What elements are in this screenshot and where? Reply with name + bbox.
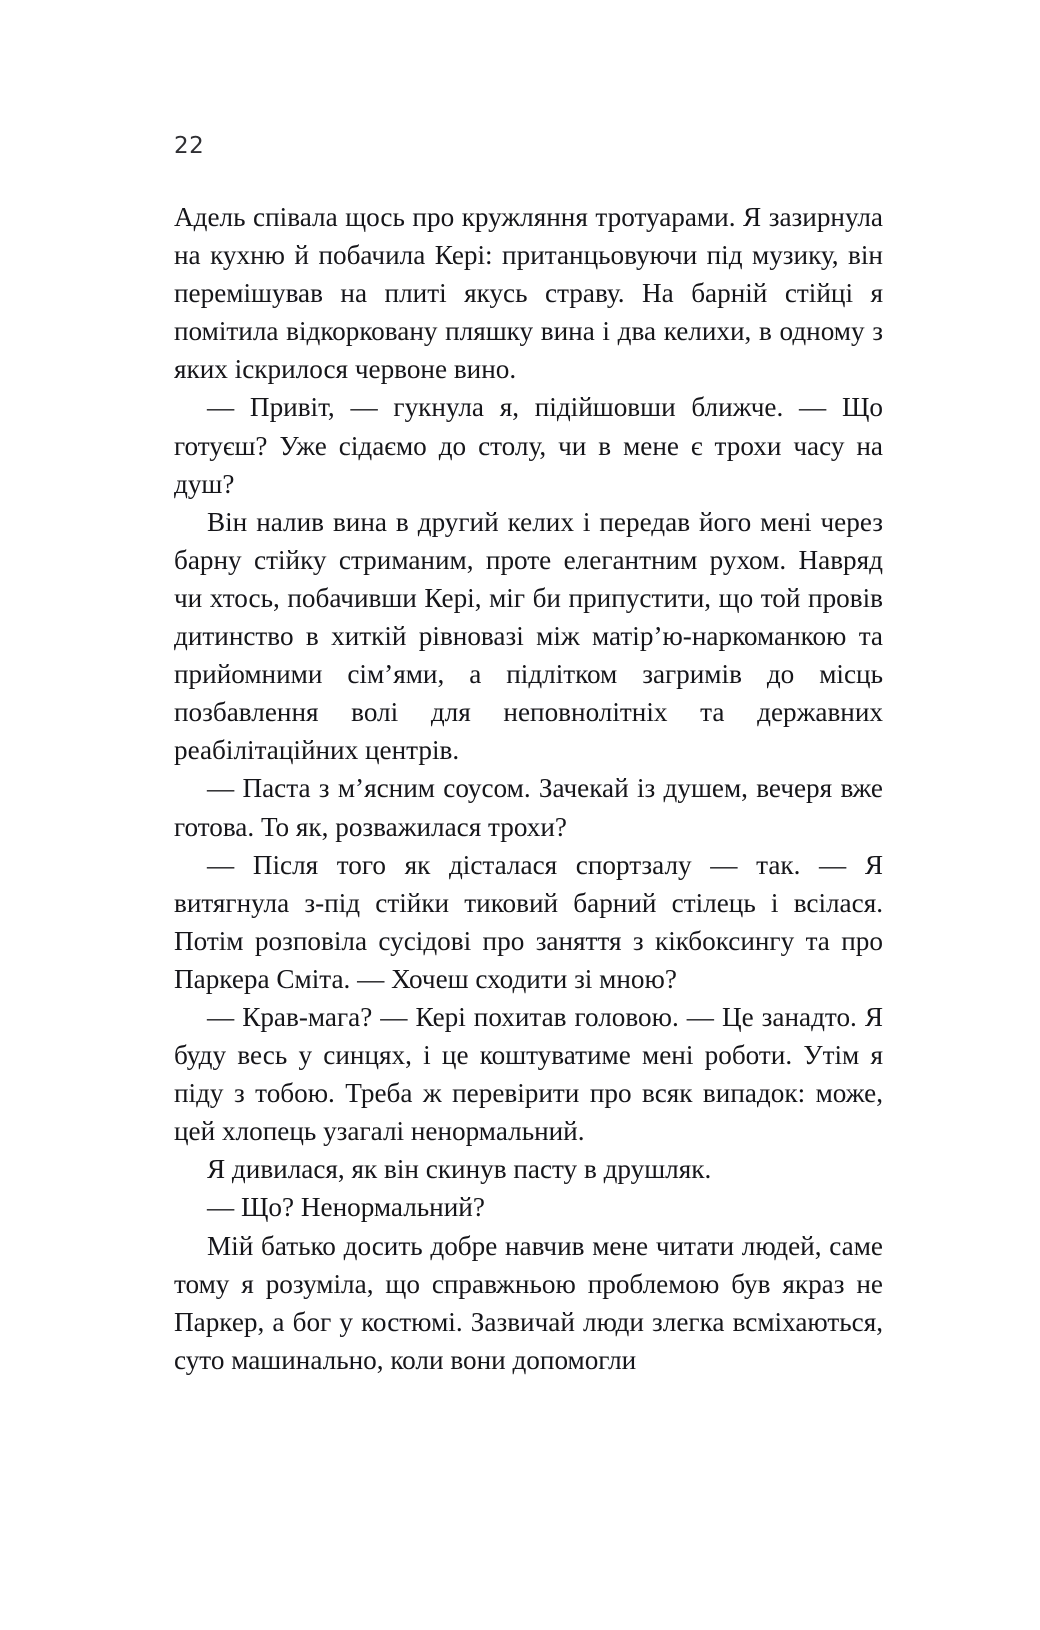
body-text-block [174,198,883,1379]
paragraph-dialogue: — Привіт, — гукнула я, підійшовши ближче. — Що готуєш? Уже сідаємо до столу, чи в мене є трохи часу на душ? [174,392,883,499]
paragraph: Адель співала щось про кружляння тротуарами. Я зазирнула на кухню й побачила Кері: пританцьовуючи під музику, він перемішував на плиті якусь страву. На барній стійці я помітила відкорковану пляшку вина і два келихи, в одному з яких іскрилося червоне вино. [174,202,883,385]
paragraph-dialogue: — Після того як дісталася спортзалу — так. — Я витягнула з-під стійки тиковий барний стілець і всілася. Потім розповіла сусідові про заняття з кікбоксингу та про Паркера Сміта. — Хочеш сходити зі мною? [174,849,883,994]
paragraph: Я дивилася, як він скинув пасту в друшляк. [207,1154,712,1185]
page-number: 22 [174,133,205,159]
paragraph: Мій батько досить добре навчив мене читати людей, саме тому я розуміла, що справжньою проблемою був якраз не Паркер, а бог у костюмі. Зазвичай люди злегка всміхаються, суто машинально, коли вони допомогли [174,1230,883,1375]
paragraph-dialogue: — Що? Ненормальний? [207,1192,485,1223]
paragraph-dialogue: — Паста з м’ясним соусом. Зачекай із душем, вечеря вже готова. То як, розважилася трохи? [174,773,883,842]
paragraph-dialogue: — Крав-мага? — Кері похитав головою. — Це занадто. Я буду весь у синцях, і це коштуватиме мені роботи. Утім я піду з тобою. Треба ж перевірити про всяк випадок: може, цей хлопець узагалі ненормальний. [174,1001,883,1147]
paragraph: Він налив вина в другий келих і передав його мені через барну стійку стриманим, проте елегантним рухом. Навряд чи хтось, побачивши Кері, міг би припустити, що той провів дитинство в хиткій рівновазі між матір’ю-наркоманкою та прийомними сім’ями, а підлітком загримів до місць позбавлення волі для неповнолітніх та державних реабілітаційних центрів. [174,506,883,766]
